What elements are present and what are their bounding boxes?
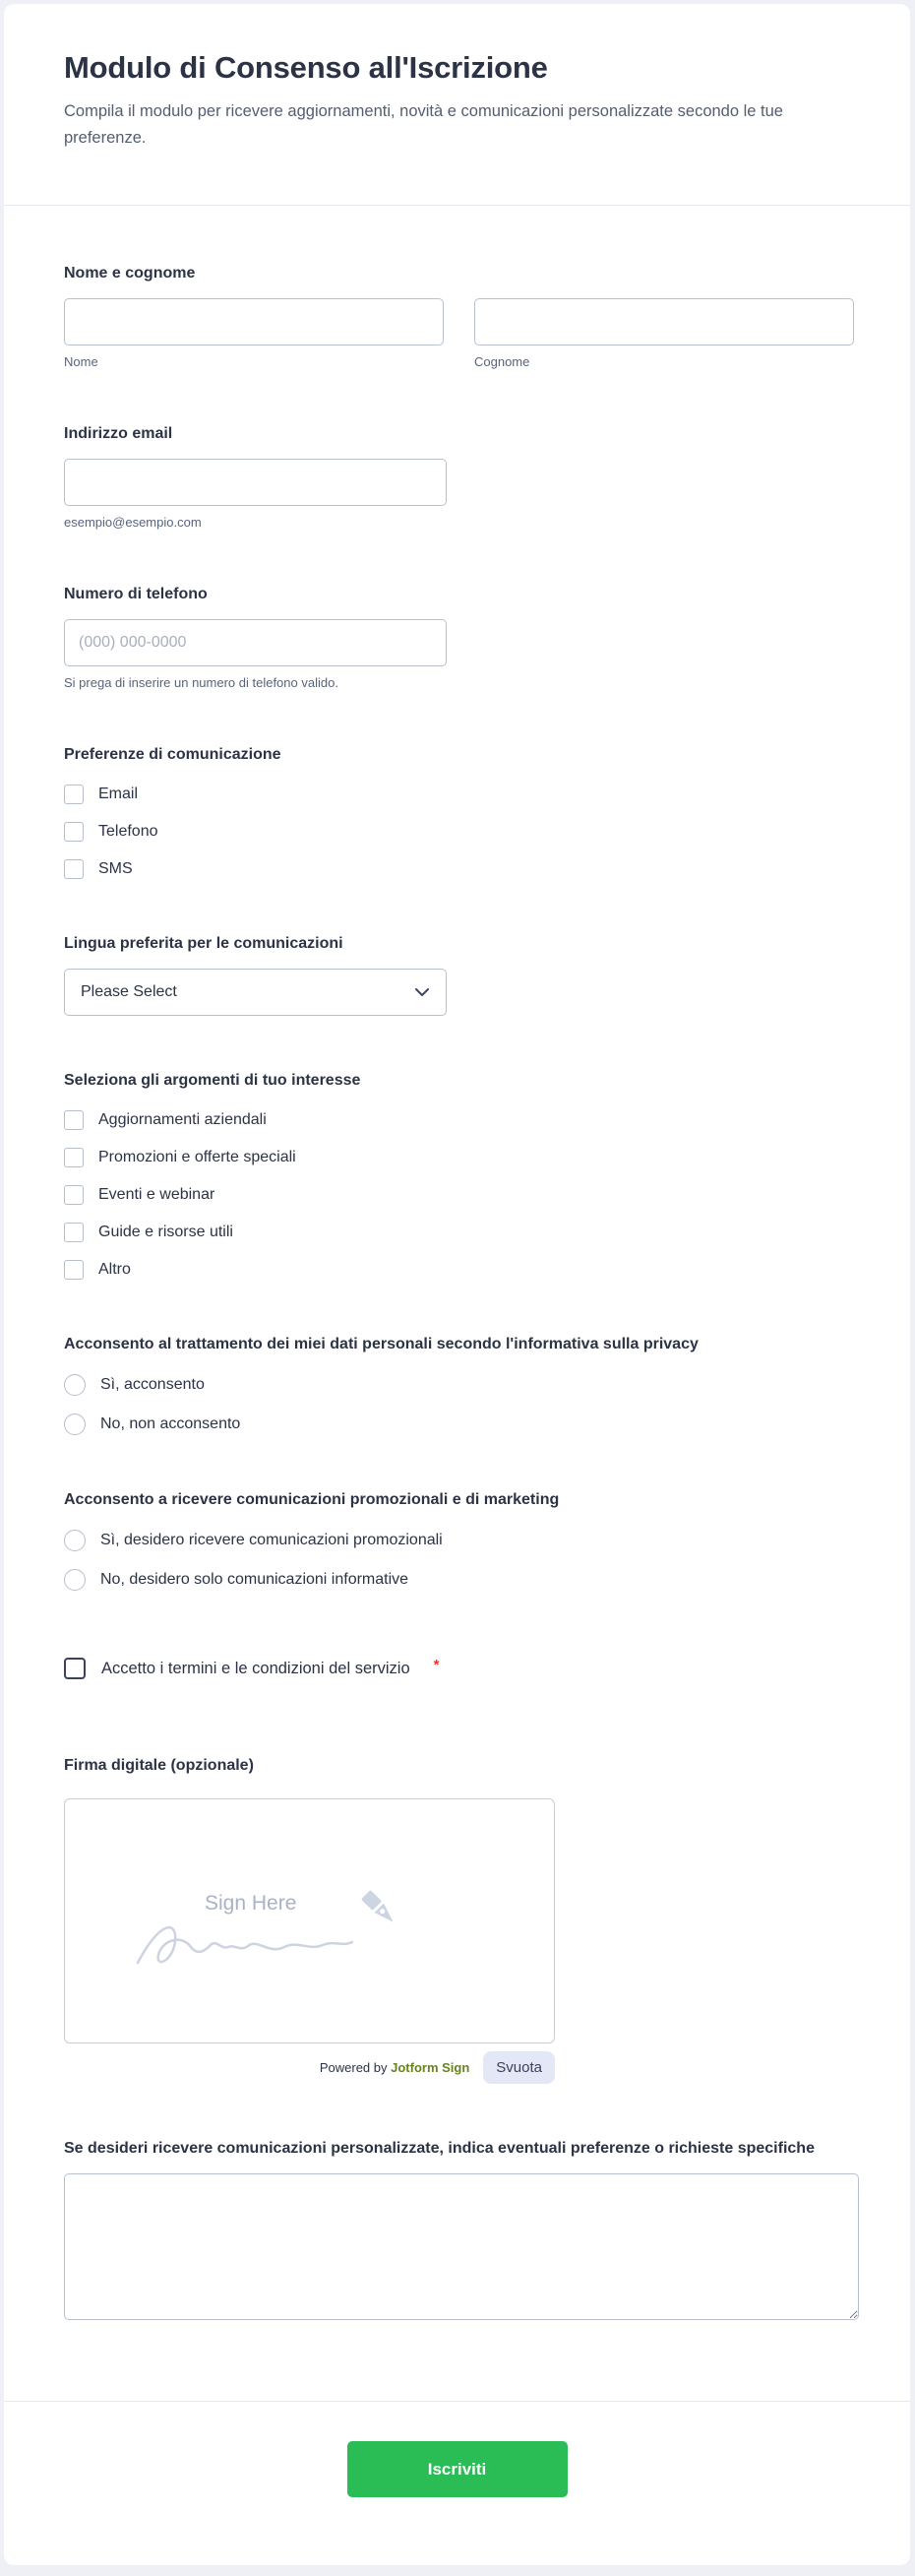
sign-here-watermark: Sign Here — [205, 1892, 297, 1915]
submit-button[interactable]: Iscriviti — [347, 2441, 568, 2497]
checkbox-icon[interactable] — [64, 1110, 84, 1130]
signature-squiggle-icon — [132, 1906, 378, 1975]
jotform-sign-brand: Jotform Sign — [391, 2060, 470, 2075]
terms-checkbox-icon[interactable] — [64, 1658, 86, 1679]
question-email — [64, 423, 854, 530]
topic-option-aggiornamenti[interactable] — [64, 1110, 854, 1130]
topics-label: Seleziona gli argomenti di tuo interesse — [64, 1072, 361, 1089]
pen-nib-icon — [355, 1884, 404, 1933]
option-label: Altro — [98, 1261, 131, 1278]
comm-prefs-label: Preferenze di comunicazione — [64, 746, 281, 763]
phone-label: Numero di telefono — [64, 586, 208, 602]
checkbox-icon[interactable] — [64, 785, 84, 804]
question-comm-prefs — [64, 744, 854, 879]
form-body — [4, 206, 910, 2325]
radio-icon[interactable] — [64, 1374, 86, 1396]
option-label: Aggiornamenti aziendali — [98, 1111, 267, 1128]
powered-by-label: Powered by — [319, 2060, 388, 2075]
language-select-value: Please Select — [81, 983, 177, 1000]
page-subtitle: Compila il modulo per ricevere aggiornamenti, novità e comunicazioni personalizzate secondo le tue preferenze. — [64, 102, 783, 147]
topic-option-eventi[interactable] — [64, 1185, 854, 1205]
checkbox-icon[interactable] — [64, 822, 84, 842]
phone-input[interactable] — [64, 619, 447, 666]
question-terms[interactable] — [64, 1658, 854, 1679]
marketing-option-yes[interactable] — [64, 1530, 854, 1551]
signature-label: Firma digitale (opzionale) — [64, 1757, 254, 1774]
email-input[interactable] — [64, 459, 447, 506]
checkbox-icon[interactable] — [64, 859, 84, 879]
email-label: Indirizzo email — [64, 425, 173, 442]
option-label: Email — [98, 785, 139, 802]
form-footer — [4, 2401, 910, 2541]
checkbox-icon[interactable] — [64, 1223, 84, 1242]
privacy-option-yes[interactable] — [64, 1374, 854, 1396]
question-privacy-consent — [64, 1334, 854, 1435]
language-label: Lingua preferita per le comunicazioni — [64, 935, 343, 952]
radio-icon[interactable] — [64, 1530, 86, 1551]
question-marketing-consent — [64, 1489, 854, 1591]
marketing-consent-label: Acconsento a ricevere comunicazioni promozionali e di marketing — [64, 1491, 560, 1508]
comm-pref-option-sms[interactable] — [64, 859, 854, 879]
question-topics — [64, 1070, 854, 1280]
option-label: No, non acconsento — [100, 1415, 241, 1432]
radio-icon[interactable] — [64, 1414, 86, 1435]
comm-pref-option-telefono[interactable] — [64, 822, 854, 842]
signature-footer — [64, 2051, 555, 2084]
email-sublabel: esempio@esempio.com — [64, 515, 202, 530]
phone-sublabel: Si prega di inserire un numero di telefono valido. — [64, 675, 338, 690]
privacy-option-no[interactable] — [64, 1414, 854, 1435]
last-name-sublabel: Cognome — [474, 354, 530, 369]
powered-by-text — [320, 2060, 469, 2075]
option-label: Sì, desidero ricevere comunicazioni promozionali — [100, 1532, 443, 1548]
option-label: Telefono — [98, 823, 158, 840]
form-card — [4, 4, 910, 2565]
question-language — [64, 933, 854, 1016]
question-full-name — [64, 263, 854, 369]
required-asterisk: * — [433, 1656, 440, 1673]
comm-pref-option-email[interactable] — [64, 785, 854, 804]
marketing-option-no[interactable] — [64, 1569, 854, 1591]
option-label: Promozioni e offerte speciali — [98, 1149, 296, 1165]
clear-signature-button[interactable]: Svuota — [483, 2051, 555, 2084]
form-header — [4, 4, 910, 206]
checkbox-icon[interactable] — [64, 1148, 84, 1167]
checkbox-icon[interactable] — [64, 1260, 84, 1280]
full-name-label: Nome e cognome — [64, 265, 196, 282]
question-phone — [64, 584, 854, 690]
first-name-sublabel: Nome — [64, 354, 98, 369]
question-notes — [64, 2138, 854, 2325]
notes-textarea[interactable] — [64, 2173, 859, 2320]
option-label: Sì, acconsento — [100, 1376, 205, 1393]
topic-option-guide[interactable] — [64, 1223, 854, 1242]
radio-icon[interactable] — [64, 1569, 86, 1591]
option-label: SMS — [98, 860, 133, 877]
page-title: Modulo di Consenso all'Iscrizione — [64, 50, 548, 85]
language-select[interactable] — [64, 969, 447, 1016]
terms-label: Accetto i termini e le condizioni del servizio — [101, 1659, 410, 1677]
option-label: Guide e risorse utili — [98, 1224, 233, 1240]
first-name-input[interactable] — [64, 298, 444, 346]
topic-option-altro[interactable] — [64, 1260, 854, 1280]
checkbox-icon[interactable] — [64, 1185, 84, 1205]
option-label: No, desidero solo comunicazioni informative — [100, 1571, 409, 1588]
privacy-consent-label: Acconsento al trattamento dei miei dati personali secondo l'informativa sulla privacy — [64, 1336, 699, 1352]
chevron-down-icon — [414, 987, 430, 997]
notes-label: Se desideri ricevere comunicazioni personalizzate, indica eventuali preferenze o richieste specifiche — [64, 2140, 815, 2157]
question-signature — [64, 1755, 854, 2084]
topic-option-promozioni[interactable] — [64, 1148, 854, 1167]
option-label: Eventi e webinar — [98, 1186, 215, 1203]
last-name-input[interactable] — [474, 298, 854, 346]
signature-pad[interactable] — [64, 1798, 555, 2043]
